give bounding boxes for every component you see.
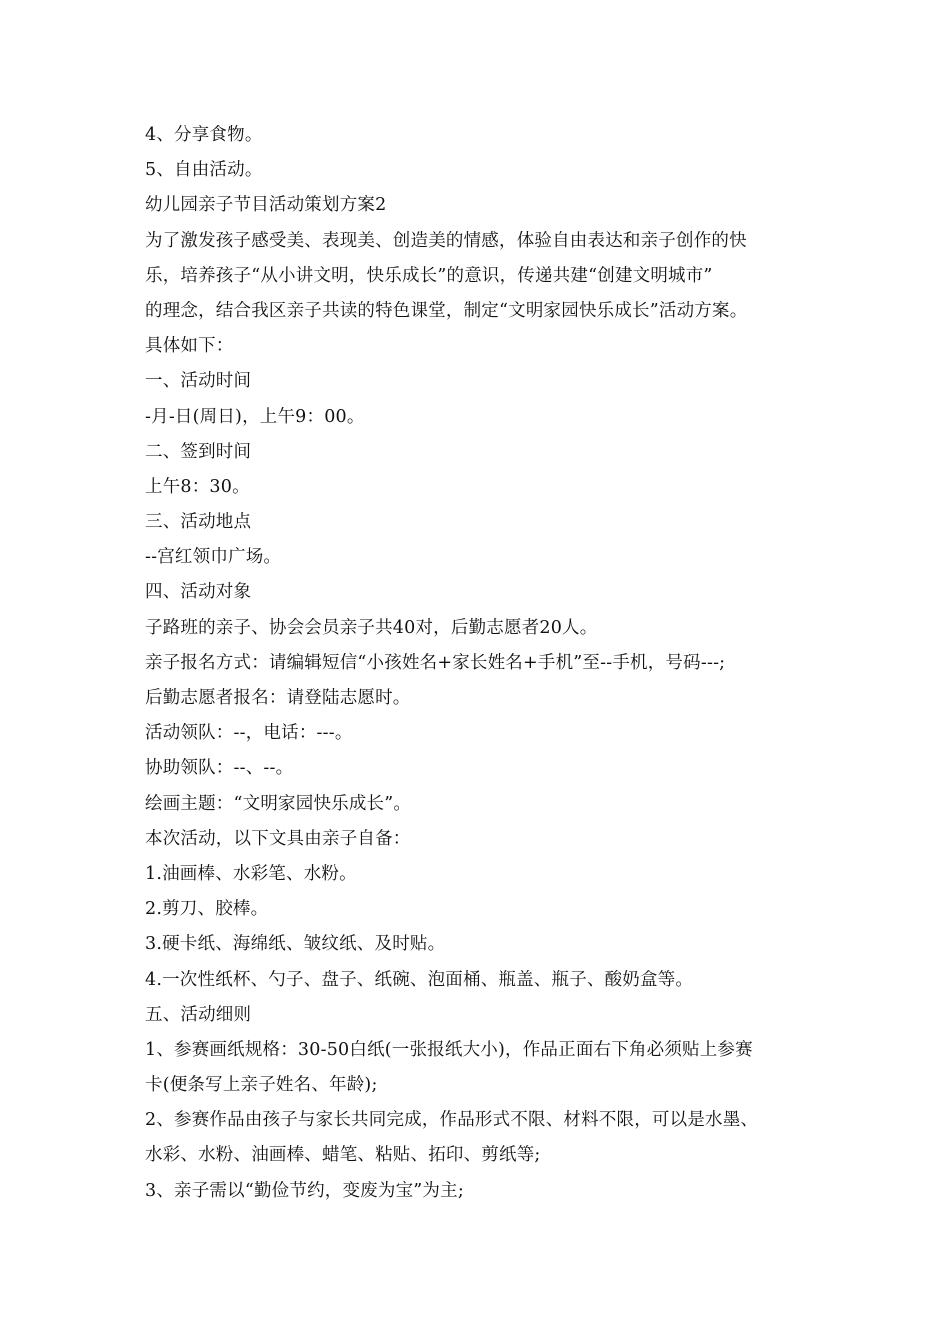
list-item: 5、自由活动。 (145, 160, 263, 181)
section-heading: 五、活动细则 (145, 1004, 252, 1025)
section-heading: 二、签到时间 (145, 441, 252, 462)
list-item: 3.硬卡纸、海绵纸、皱纹纸、及时贴。 (145, 934, 446, 955)
paragraph-line: 子路班的亲子、协会会员亲子共40对，后勤志愿者20人。 (145, 617, 598, 638)
section-heading: 三、活动地点 (145, 512, 252, 533)
paragraph-line: 亲子报名方式：请编辑短信“小孩姓名+家长姓名+手机”至--手机，号码---; (145, 652, 726, 673)
paragraph-line: 绘画主题：“文明家园快乐成长”。 (145, 793, 412, 814)
document-body (145, 118, 825, 1209)
paragraph-line: 水彩、水粉、油画棒、蜡笔、粘贴、拓印、剪纸等; (145, 1145, 541, 1166)
paragraph-line: 活动领队：--，电话：---。 (145, 723, 353, 744)
paragraph-line: 协助领队：--、--。 (145, 758, 294, 779)
paragraph-line: 乐，培养孩子“从小讲文明，快乐成长”的意识，传递共建“创建文明城市” (145, 265, 713, 286)
paragraph-line: 的理念，结合我区亲子共读的特色课堂，制定“文明家园快乐成长”活动方案。 (145, 300, 748, 321)
list-item: 4.一次性纸杯、勺子、盘子、纸碗、泡面桶、瓶盖、瓶子、酸奶盒等。 (145, 969, 694, 990)
list-item: 1.油画棒、水彩笔、水粉。 (145, 863, 357, 884)
list-item: 4、分享食物。 (145, 125, 263, 145)
paragraph-line: --宫红领巾广场。 (145, 547, 282, 568)
paragraph-line: 为了激发孩子感受美、表现美、创造美的情感，体验自由表达和亲子创作的快 (145, 230, 747, 251)
list-item: 3、亲子需以“勤俭节约，变废为宝”为主; (145, 1180, 464, 1201)
paragraph-line: 本次活动，以下文具由亲子自备： (145, 828, 411, 849)
paragraph-line: 后勤志愿者报名：请登陆志愿时。 (145, 688, 411, 708)
list-item: 1、参赛画纸规格：30-50白纸(一张报纸大小)，作品正面右下角必须贴上参赛 (145, 1039, 753, 1060)
paragraph-line: 具体如下： (145, 336, 234, 357)
list-item: 2、参赛作品由孩子与家长共同完成，作品形式不限、材料不限，可以是水墨、 (145, 1110, 759, 1131)
section-title: 幼儿园亲子节目活动策划方案2 (145, 195, 387, 216)
list-item: 2.剪刀、胶棒。 (145, 899, 269, 920)
paragraph-line: -月-日(周日)，上午9：00。 (145, 406, 365, 427)
section-heading: 四、活动对象 (145, 582, 252, 603)
paragraph-line: 卡(便条写上亲子姓名、年龄); (145, 1075, 378, 1096)
paragraph-line: 上午8：30。 (145, 476, 250, 497)
section-heading: 一、活动时间 (145, 371, 252, 392)
